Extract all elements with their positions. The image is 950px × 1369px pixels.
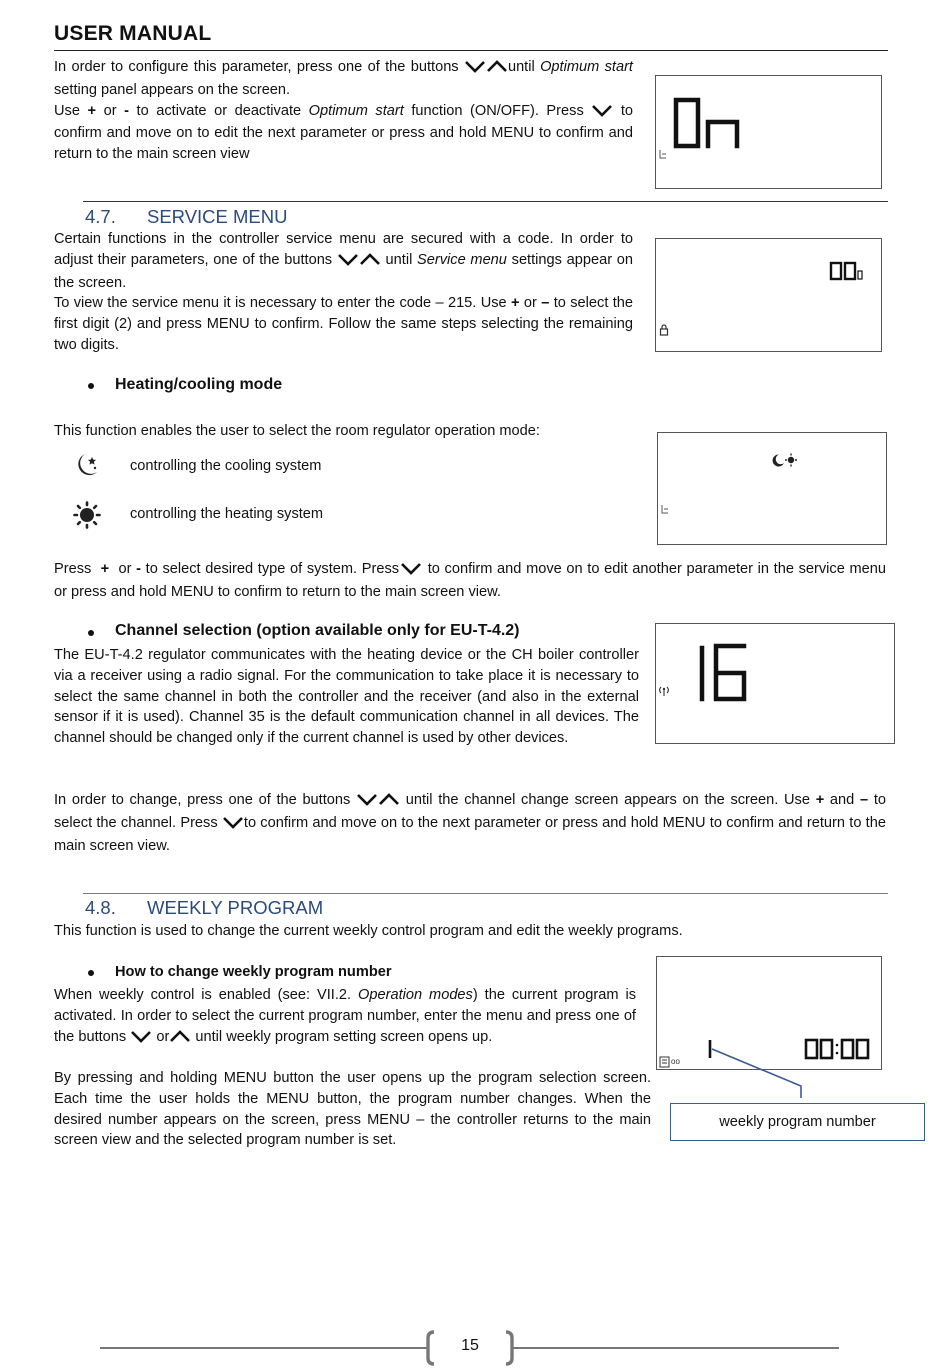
weekly-program-intro: This function is used to change the current weekly control program and edit the weekly programs. (54, 923, 683, 939)
section-heading-weekly-program: 4.8. WEEKLY PROGRAM (85, 897, 324, 918)
lcd-channel (655, 623, 895, 744)
service-menu-paragraph: Certain functions in the controller service menu are secured with a code. In order to adjust their parameters, one of the buttons until Service menu settings appear on the screen. To view the service menu it is necessary to enter the code – 215. Use + or – to select the first digit (2) and press MENU to confirm. Follow the same steps selecting the remaining two digits. (54, 231, 634, 353)
chevron-up-icon (359, 252, 381, 273)
lcd-segments-on (656, 76, 883, 190)
chevron-down-icon (356, 792, 378, 813)
footer-rule-right (512, 1347, 839, 1349)
lcd-service-menu (655, 238, 882, 352)
weekly-paragraph-1: When weekly control is enabled (see: VII.2. Operation modes) the current program is activated. In order to select the current program number, enter the menu and press one of the buttons or until weekly program setting screen opens up. (54, 985, 636, 1049)
moon-sun-lcd-icon (772, 453, 798, 472)
cooling-label: controlling the cooling system (130, 458, 322, 474)
footer-rule-left (100, 1347, 428, 1349)
lcd-optimum-start (655, 75, 882, 189)
bullet (88, 383, 94, 389)
chevron-up-icon (486, 59, 508, 80)
heating-sun-icon (73, 501, 101, 534)
lcd-segments-16 (656, 624, 896, 745)
cooling-moon-icon (73, 452, 101, 485)
heating-cooling-heading: Heating/cooling mode (115, 376, 283, 393)
channel-selection-heading: Channel selection (option available only for EU-T-4.2) (115, 622, 520, 639)
chevron-down-icon (130, 1029, 152, 1050)
lcd-small-label: oo (671, 1057, 680, 1066)
lock-icon (659, 323, 669, 341)
antenna-icon (658, 684, 670, 702)
weekly-program-number-heading: How to change weekly program number (115, 964, 392, 980)
section-rule (83, 893, 888, 894)
lcd-heating-cooling (657, 432, 887, 545)
optimum-start-paragraph: In order to configure this parameter, press one of the buttons until Optimum start setting panel appears on the screen. Use + or - to activate or deactivate Optimum start function (ON/OFF). Press to confirm and move on to edit the next parameter or press and hold MENU to confirm and return to the main screen view (54, 59, 634, 163)
weekly-program-number-callout: weekly program number (670, 1103, 925, 1141)
lcd-segments-00 (656, 239, 883, 353)
chevron-down-icon (464, 59, 486, 80)
page-number: 15 (461, 1337, 479, 1354)
bullet (88, 630, 94, 636)
section-heading-service-menu: 4.7. SERVICE MENU (85, 206, 288, 227)
chevron-down-icon (222, 815, 244, 836)
weekly-paragraph-2: By pressing and holding MENU button the user opens up the program selection screen. Each time the user holds the MENU button, the program number changes. When the desired number appears on the screen, press MENU – the controller returns to the main screen view and the selected program number is set. (54, 1070, 651, 1149)
chevron-down-icon (591, 103, 613, 124)
chevron-down-icon (337, 252, 359, 273)
heating-cooling-intro: This function enables the user to select the room regulator operation mode: (54, 423, 540, 439)
callout-leader-line (700, 1040, 820, 1104)
channel-paragraph-1: The EU-T-4.2 regulator communicates with the heating device or the CH boiler controller via a receiver using a radio signal. For the communication to take place it is necessary to select the same channel in both the controller and the receiver (and also in the external sensor if it is used). Channel 35 is the default communication channel in all devices. The channel should be changed only if the current channel is used by other devices. (54, 647, 639, 747)
section-rule (83, 201, 888, 202)
heating-label: controlling the heating system (130, 506, 324, 522)
chevron-up-icon (378, 792, 400, 813)
header-rule (54, 50, 888, 51)
chevron-up-icon (169, 1029, 191, 1050)
page-title: USER MANUAL (54, 22, 212, 45)
channel-paragraph-2: In order to change, press one of the buttons until the channel change screen appears on the screen. Use + and – to select the channel. Press to confirm and move on to the next parameter or press and hold MENU to confirm and return to the main screen view. (54, 792, 886, 854)
chevron-down-icon (399, 561, 423, 582)
bullet (88, 970, 94, 976)
heating-cooling-press-paragraph: Press + or - to select desired type of system. Press to confirm and move on to edit another parameter in the service menu or press and hold MENU to confirm to return to the main screen view. (54, 561, 886, 600)
floor-icon (658, 503, 672, 517)
